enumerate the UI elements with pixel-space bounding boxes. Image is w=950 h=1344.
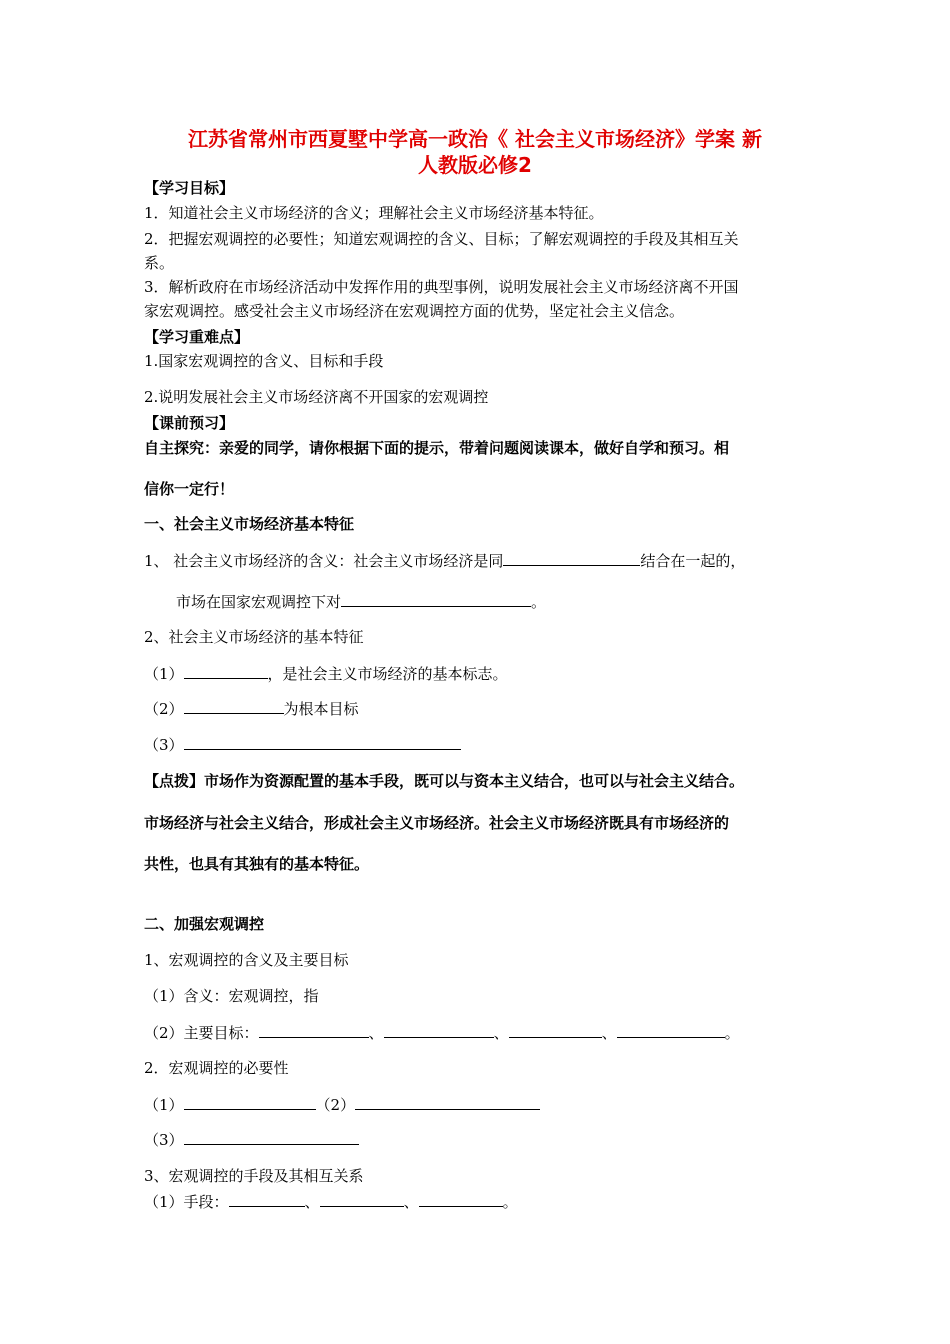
keypoints-heading: 【学习重难点】 bbox=[144, 328, 250, 346]
s2-means-sep-1: 、 bbox=[304, 1193, 320, 1211]
s2-goal-blank-1[interactable] bbox=[259, 1023, 369, 1038]
s1-q1b-suffix: 。 bbox=[531, 593, 547, 611]
s2-q1-2 bbox=[144, 1023, 740, 1043]
s2-goal-blank-2[interactable] bbox=[384, 1023, 494, 1038]
s1-q2-1-prefix: （1） bbox=[144, 665, 184, 683]
preview-heading: 【课前预习】 bbox=[144, 414, 235, 432]
s1-q2-1-suffix: ，是社会主义市场经济的基本标志。 bbox=[267, 665, 508, 683]
s1-q2-3-prefix: （3） bbox=[144, 736, 184, 754]
s2-means-blank-2[interactable] bbox=[320, 1192, 404, 1207]
section2-heading: 二、加强宏观调控 bbox=[144, 915, 265, 933]
objective-3b: 家宏观调控。感受社会主义市场经济在宏观调控方面的优势，坚定社会主义信念。 bbox=[144, 302, 685, 320]
section1-heading: 一、社会主义市场经济基本特征 bbox=[144, 515, 355, 533]
s1-q2-3 bbox=[144, 735, 461, 755]
s1-q1b bbox=[176, 592, 546, 612]
s2-q3: 3、宏观调控的手段及其相互关系 bbox=[144, 1167, 364, 1185]
document-title-line2: 人教版必修2 bbox=[418, 153, 532, 177]
document-title-line1: 江苏省常州市西夏墅中学高一政治《 社会主义市场经济》学案 新 bbox=[188, 127, 762, 151]
s2-means-blank-3[interactable] bbox=[419, 1192, 503, 1207]
objective-2a: 2．把握宏观调控的必要性；知道宏观调控的含义、目标；了解宏观调控的手段及其相互关 bbox=[144, 230, 739, 248]
s2-goal-blank-4[interactable] bbox=[617, 1023, 725, 1038]
s1-q2: 2、社会主义市场经济的基本特征 bbox=[144, 628, 364, 646]
s2-goal-blank-3[interactable] bbox=[509, 1023, 602, 1038]
s2-q2-row1 bbox=[144, 1095, 540, 1115]
s1-q1-suffix: 结合在一起的， bbox=[640, 552, 746, 570]
s1-tip-a: 【点拨】市场作为资源配置的基本手段，既可以与资本主义结合，也可以与社会主义结合。 bbox=[144, 772, 745, 790]
s1-q1b-prefix: 市场在国家宏观调控下对 bbox=[176, 593, 342, 611]
s2-q2-1-label: （1） bbox=[144, 1096, 184, 1114]
s2-q1-2-prefix: （2）主要目标： bbox=[144, 1024, 259, 1042]
keypoint-2: 2.说明发展社会主义市场经济离不开国家的宏观调控 bbox=[144, 388, 489, 406]
preview-intro-b: 信你一定行！ bbox=[144, 480, 235, 498]
s1-tip-b: 市场经济与社会主义结合，形成社会主义市场经济。社会主义市场经济既具有市场经济的 bbox=[144, 814, 730, 832]
preview-intro-a: 自主探究：亲爱的同学，请你根据下面的提示，带着问题阅读课本，做好自学和预习。相 bbox=[144, 439, 730, 457]
s2-q3-1-label: （1）手段： bbox=[144, 1193, 229, 1211]
s2-q2-3-label: （3） bbox=[144, 1131, 184, 1149]
s1-q2-2 bbox=[144, 699, 359, 719]
s2-sep-3: 、 bbox=[601, 1024, 617, 1042]
s2-sep-1: 、 bbox=[368, 1024, 384, 1042]
s1-q2-2-suffix: 为根本目标 bbox=[283, 700, 359, 718]
s2-q2-row2 bbox=[144, 1130, 359, 1150]
s1-tip-c: 共性，也具有其独有的基本特征。 bbox=[144, 855, 370, 873]
s2-sep-2: 、 bbox=[493, 1024, 509, 1042]
s2-q2-blank-1[interactable] bbox=[184, 1095, 316, 1110]
s1-q1-blank[interactable] bbox=[503, 551, 640, 566]
s1-q2-2-blank[interactable] bbox=[184, 699, 284, 714]
s2-q2: 2．宏观调控的必要性 bbox=[144, 1059, 289, 1077]
s1-q2-2-prefix: （2） bbox=[144, 700, 184, 718]
objective-3a: 3．解析政府在市场经济活动中发挥作用的典型事例，说明发展社会主义市场经济离不开国 bbox=[144, 278, 739, 296]
s2-means-sep-2: 、 bbox=[403, 1193, 419, 1211]
s2-q2-2-label: （2） bbox=[315, 1096, 356, 1114]
objective-1: 1．知道社会主义市场经济的含义；理解社会主义市场经济基本特征。 bbox=[144, 204, 604, 222]
s2-means-blank-1[interactable] bbox=[229, 1192, 305, 1207]
s1-q2-1 bbox=[144, 664, 508, 684]
s2-q2-blank-2[interactable] bbox=[355, 1095, 540, 1110]
objectives-heading: 【学习目标】 bbox=[144, 179, 235, 197]
s2-q1-1: （1）含义：宏观调控，指 bbox=[144, 987, 319, 1005]
s2-q3-1 bbox=[144, 1192, 518, 1212]
s1-q2-3-blank[interactable] bbox=[184, 735, 461, 750]
objective-2b: 系。 bbox=[144, 254, 175, 272]
s1-q1b-blank[interactable] bbox=[341, 592, 531, 607]
s1-q1-prefix: 1、 社会主义市场经济的含义：社会主义市场经济是同 bbox=[144, 552, 504, 570]
s1-q2-1-blank[interactable] bbox=[184, 664, 268, 679]
s2-q2-blank-3[interactable] bbox=[184, 1130, 359, 1145]
s2-end: 。 bbox=[724, 1024, 740, 1042]
s2-means-end: 。 bbox=[502, 1193, 518, 1211]
keypoint-1: 1.国家宏观调控的含义、目标和手段 bbox=[144, 352, 384, 370]
s1-q1 bbox=[144, 551, 745, 571]
s2-q1: 1、宏观调控的含义及主要目标 bbox=[144, 951, 349, 969]
